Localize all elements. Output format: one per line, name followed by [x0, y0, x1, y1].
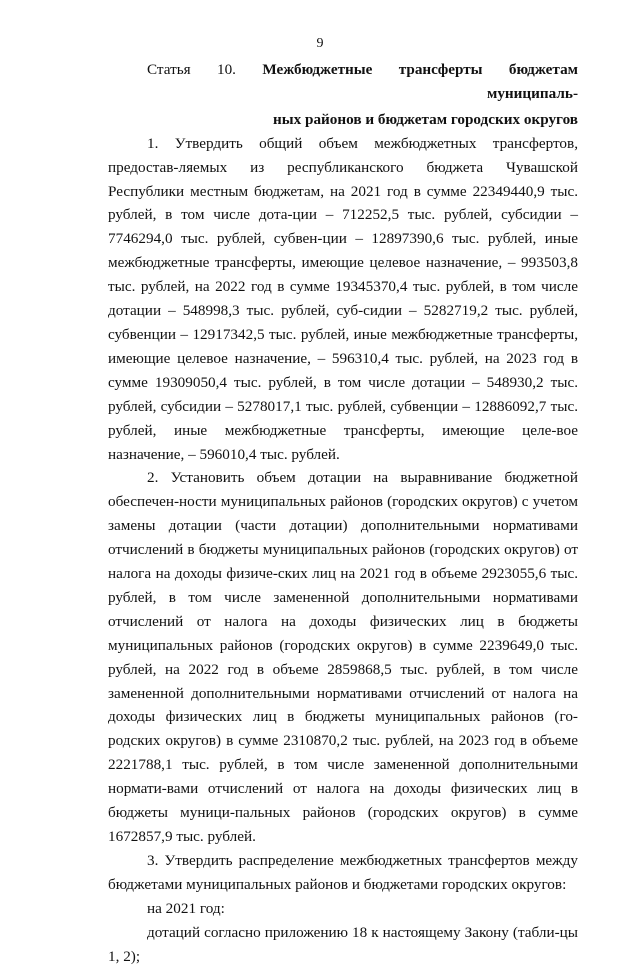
page-number: 9 [316, 36, 324, 51]
paragraph-4: на 2021 год: [147, 899, 225, 917]
article-body [108, 58, 578, 968]
article-label: Статья 10. [147, 61, 236, 78]
paragraph-5: дотаций согласно приложению 18 к настоящему Закону (табли-цы 1, 2); [108, 923, 578, 965]
article-heading [108, 58, 578, 106]
paragraph-2: 2. Установить объем дотации на выравнивание бюджетной обеспечен-ности муниципальных районов (городских округов) с учетом замены дотации (части дотации) дополнительными нормативами отчислений в бюджеты муниципальных районов (городских округов) от налога на доходы физиче-ских лиц на 2021 год в объеме 2923055,6 тыс. рублей, в том числе замененной дополнительными нормативами отчислений от налога на доходы физических лиц в бюджеты муниципальных районов (городских округов) в сумме 2239649,0 тыс. рублей, на 2022 год в объеме 2859868,5 тыс. рублей, в том числе замененной дополнительными нормативами отчислений от налога на доходы физических лиц в бюджеты муниципальных районов (го-родских округов) в сумме 2310870,2 тыс. рублей, на 2023 год в объеме 2221788,1 тыс. рублей, в том числе замененной дополнительными нормати-вами отчислений от налога на доходы физических лиц в бюджеты муници-пальных районов (городских округов) в сумме 1672857,9 тыс. рублей. [108, 469, 578, 845]
article-title-line1: Межбюджетные трансферты бюджетам муниципаль- [262, 61, 579, 102]
article-title-line2: ных районов и бюджетам городских округов [273, 110, 578, 128]
paragraph-1: 1. Утвердить общий объем межбюджетных трансфертов, предостав-ляемых из республиканского бюджета Чувашской Республики местным бюджетам, на 2021 год в сумме 22349440,9 тыс. рублей, в том числе дота-ции – 712252,5 тыс. рублей, субсидии – 7746294,0 тыс. рублей, субвен-ции – 12897390,6 тыс. рублей, иные межбюджетные трансферты, имеющие целевое назначение, – 993503,8 тыс. рублей, на 2022 год в сумме 19345370,4 тыс. рублей, в том числе дотации – 548998,3 тыс. рублей, суб-сидии – 5282719,2 тыс. рублей, субвенции – 12917342,5 тыс. рублей, иные межбюджетные трансферты, имеющие целевое назначение, – 596310,4 тыс. рублей, на 2023 год в сумме 19309050,4 тыс. рублей, в том числе дотации – 548930,2 тыс. рублей, субсидии – 5278017,1 тыс. рублей, субвенции – 12886092,7 тыс. рублей, иные межбюджетные трансферты, имеющие целе-вое назначение, – 596010,4 тыс. рублей. [108, 134, 578, 463]
paragraph-3: 3. Утвердить распределение межбюджетных трансфертов между бюджетами муниципальных районов и бюджетами городских округов: [108, 851, 578, 893]
